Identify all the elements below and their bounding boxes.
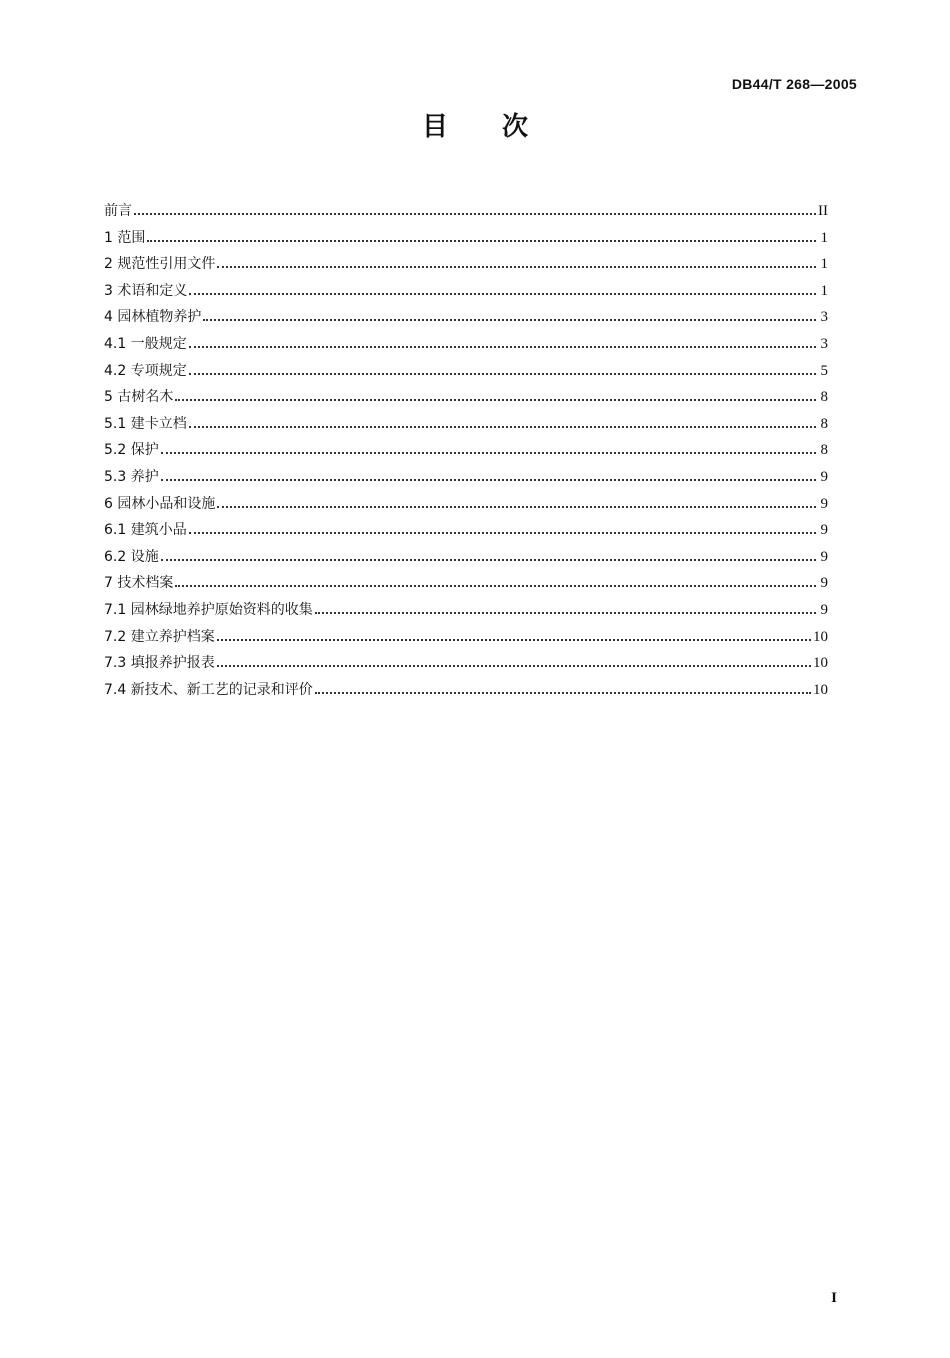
toc-entry-page: II [818,203,828,219]
toc-entry-label: 6.2 设施 [104,548,159,565]
toc-entry[interactable] [104,333,828,360]
dot-leader [175,584,816,587]
toc-entry-label: 7.3 填报养护报表 [104,655,215,672]
toc-entry-label: 5.2 保护 [104,442,159,459]
toc-entry-page: 3 [820,309,828,326]
page-title: 目次 [421,112,582,142]
dot-leader [315,691,811,694]
toc-entry-page: 10 [813,655,828,672]
dot-leader [217,664,811,667]
dot-leader [189,531,816,534]
dot-leader [217,265,816,268]
toc-entry-page: 10 [813,628,828,645]
toc-entry-label: 4.2 专项规定 [104,362,187,379]
toc-entry[interactable] [104,413,828,440]
toc-entry[interactable] [104,360,828,387]
toc-entry-label: 1 范围 [104,229,146,246]
toc-entry[interactable] [104,572,828,599]
dot-leader [147,239,816,242]
dot-leader [175,398,816,401]
toc-entry-page: 1 [820,229,828,246]
toc-entry-page: 9 [820,468,828,485]
toc-entry-label: 4.1 一般规定 [104,335,187,352]
toc-entry-label: 7.4 新技术、新工艺的记录和评价 [104,681,313,698]
toc-entry-page: 9 [820,495,828,512]
dot-leader [161,451,816,454]
toc-entry[interactable] [104,546,828,573]
toc-entry-page: 8 [820,442,828,459]
toc-entry[interactable] [104,439,828,466]
toc-entry[interactable] [104,306,828,333]
dot-leader [161,558,816,561]
toc-entry[interactable] [104,280,828,307]
toc-entry[interactable] [104,626,828,653]
toc-entry-page: 1 [820,256,828,273]
dot-leader [189,372,816,375]
toc-entry[interactable] [104,253,828,280]
toc-entry-page: 1 [820,282,828,299]
toc-entry[interactable] [104,519,828,546]
toc-entry-label: 4 园林植物养护 [104,309,202,326]
toc-entry-page: 8 [820,415,828,432]
toc-entry[interactable] [104,200,828,227]
toc-entry-label: 3 术语和定义 [104,282,188,299]
document-code: DB44/T 268—2005 [731,76,857,92]
dot-leader [217,505,816,508]
toc-entry-page: 5 [820,362,828,379]
toc-entry[interactable] [104,652,828,679]
toc-entry-label: 2 规范性引用文件 [104,256,216,273]
dot-leader [189,425,816,428]
toc-entry-label: 5.3 养护 [104,468,159,485]
dot-leader [189,345,816,348]
toc-entry-label: 6.1 建筑小品 [104,522,187,539]
toc-entry-page: 9 [820,548,828,565]
toc-entry-label: 6 园林小品和设施 [104,495,216,512]
toc-entry[interactable] [104,493,828,520]
toc-entry-label: 5 古树名木 [104,389,174,406]
toc-entry-label: 7.2 建立养护档案 [104,628,215,645]
dot-leader [161,478,816,481]
toc-entry[interactable] [104,679,828,706]
dot-leader [217,638,811,641]
toc-entry-page: 3 [820,335,828,352]
toc-entry-page: 9 [820,575,828,592]
toc-entry-page: 8 [820,389,828,406]
dot-leader [315,611,816,614]
toc-entry[interactable] [104,599,828,626]
toc-entry-page: 9 [820,522,828,539]
page-number: I [831,1290,837,1306]
dot-leader [189,292,816,295]
toc-entry-label: 前言 [104,203,132,219]
toc-entry[interactable] [104,227,828,254]
toc-entry-label: 7 技术档案 [104,575,174,592]
toc-entry-label: 5.1 建卡立档 [104,415,187,432]
toc-entry-label: 7.1 园林绿地养护原始资料的收集 [104,601,313,618]
toc-entry-page: 10 [813,681,828,698]
table-of-contents [104,200,828,705]
dot-leader [134,212,816,215]
toc-entry-page: 9 [820,601,828,618]
toc-entry[interactable] [104,386,828,413]
toc-entry[interactable] [104,466,828,493]
dot-leader [203,318,816,321]
